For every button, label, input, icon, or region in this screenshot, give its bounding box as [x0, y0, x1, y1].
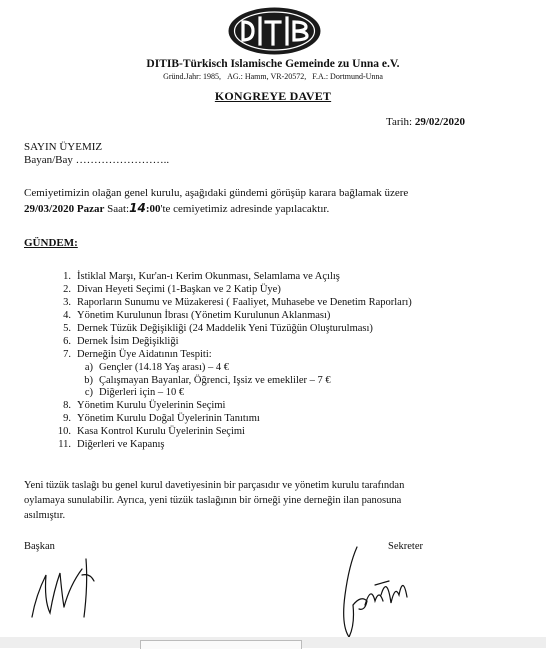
agenda-number: 3.: [63, 297, 71, 308]
agenda-item: [55, 425, 525, 438]
meeting-minutes: :00: [145, 203, 161, 215]
dues-letter: a): [84, 362, 93, 373]
dues-text: Çalışmayan Bayanlar, Öğrenci, Işsiz ve emekliler – 7 €: [99, 374, 331, 386]
agenda-text: Diğerleri ve Kapanış: [77, 438, 165, 450]
closing-paragraph: [24, 478, 524, 523]
agenda-number: 7.: [63, 349, 71, 360]
agenda-item: [55, 399, 525, 412]
invitation-line-2: [24, 201, 524, 217]
agenda-text: Raporların Sunumu ve Müzakeresi ( Faaliyet, Muhasebe ve Denetim Raporları): [77, 297, 412, 308]
closing-line-1: Yeni tüzük taslağı bu genel kurul davetiyesinin bir parçasıdır ve yönetim kurulu tarafından: [24, 480, 405, 491]
agenda-number: 5.: [63, 323, 71, 334]
agenda-number: 9.: [63, 412, 71, 424]
agenda-number: 2.: [63, 284, 71, 295]
closing-line-2: oylamaya sunulabilir. Ayrıca, yeni tüzük taslağının bir örneği yine derneğin ilan panosuna: [24, 495, 402, 506]
agenda-text: Dernek İsim Değişikliği: [77, 336, 179, 347]
dues-letter: c): [84, 387, 93, 398]
agenda-item: [55, 296, 525, 309]
agenda-item: [55, 438, 525, 451]
dues-item: [79, 386, 525, 399]
dues-letter: b): [84, 374, 93, 386]
agenda-number: 11.: [58, 438, 71, 450]
dues-item: [79, 374, 525, 387]
member-name-line: Bayan/Bay ……………………..: [24, 154, 170, 166]
president-label: Başkan: [24, 541, 55, 552]
agenda-text: Yönetim Kurulunun İbrası (Yönetim Kurulunun Aklanması): [77, 310, 331, 321]
agenda-text: Dernek Tüzük Değişikliği (24 Maddelik Yeni Tüzüğün Oluşturulması): [77, 323, 373, 334]
president-signature: [24, 555, 104, 625]
date-label: Tarih:: [386, 116, 413, 128]
invitation-line-2-rest: 'te cemiyetimiz adresinde yapılacaktır.: [160, 203, 330, 215]
agenda-number: 6.: [63, 336, 71, 347]
agenda-item: [55, 322, 525, 335]
agenda-number: 10.: [57, 425, 71, 437]
ditib-logo: [227, 6, 322, 56]
agenda-list: [55, 270, 525, 451]
invitation-line-1: Cemiyetimizin olağan genel kurulu, aşağıdaki gündemi görüşüp karara bağlamak üzere: [24, 187, 409, 199]
handwritten-hour: 14: [129, 201, 146, 215]
document-date: [386, 116, 465, 128]
date-value: 29/02/2020: [414, 116, 465, 128]
dues-text: Diğerleri için – 10 €: [99, 387, 185, 398]
agenda-item: [55, 309, 525, 322]
time-label: Saat:: [107, 203, 130, 215]
invitation-paragraph: [24, 186, 524, 217]
agenda-text: Divan Heyeti Seçimi (1-Başkan ve 2 Katip Üye): [77, 284, 281, 295]
organization-registration: [0, 72, 546, 81]
meeting-date: 29/03/2020 Pazar: [24, 203, 105, 215]
agenda-item: [55, 412, 525, 425]
tax-office: F.A.: Dortmund-Unna: [312, 72, 383, 81]
dues-text: Gençler (14.18 Yaş arası) – 4 €: [99, 362, 230, 373]
dues-item: [79, 361, 525, 374]
organization-name: DITIB-Türkisch Islamische Gemeinde zu Unna e.V.: [146, 58, 400, 70]
closing-line-3: asılmıştır.: [24, 510, 66, 521]
secretary-label: Sekreter: [388, 541, 423, 552]
agenda-number: 4.: [63, 310, 71, 321]
agenda-text: Kasa Kontrol Kurulu Üyelerinin Seçimi: [77, 425, 245, 437]
founded-year: Gründ.Jahr: 1985,: [163, 72, 222, 81]
agenda-heading: GÜNDEM:: [24, 237, 78, 249]
agenda-text: Yönetim Kurulu Doğal Üyelerinin Tanıtımı: [77, 412, 260, 424]
document-title: KONGREYE DAVET: [214, 89, 332, 103]
agenda-number: 1.: [63, 271, 71, 282]
agenda-text: İstiklal Marşı, Kur'an-ı Kerim Okunması, Selamlama ve Açılış: [77, 271, 340, 282]
agenda-number: 8.: [63, 399, 71, 411]
agenda-text: Derneğin Üye Aidatının Tespiti:: [77, 349, 212, 360]
agenda-item: [55, 335, 525, 348]
agenda-item: [55, 348, 525, 361]
salutation: SAYIN ÜYEMIZ: [24, 141, 103, 153]
court-registration: AG.: Hamm, VR-20572,: [227, 72, 307, 81]
secretary-signature: [335, 545, 415, 640]
agenda-item: [55, 270, 525, 283]
agenda-item: [55, 283, 525, 296]
agenda-text: Yönetim Kurulu Üyelerinin Seçimi: [77, 399, 226, 411]
